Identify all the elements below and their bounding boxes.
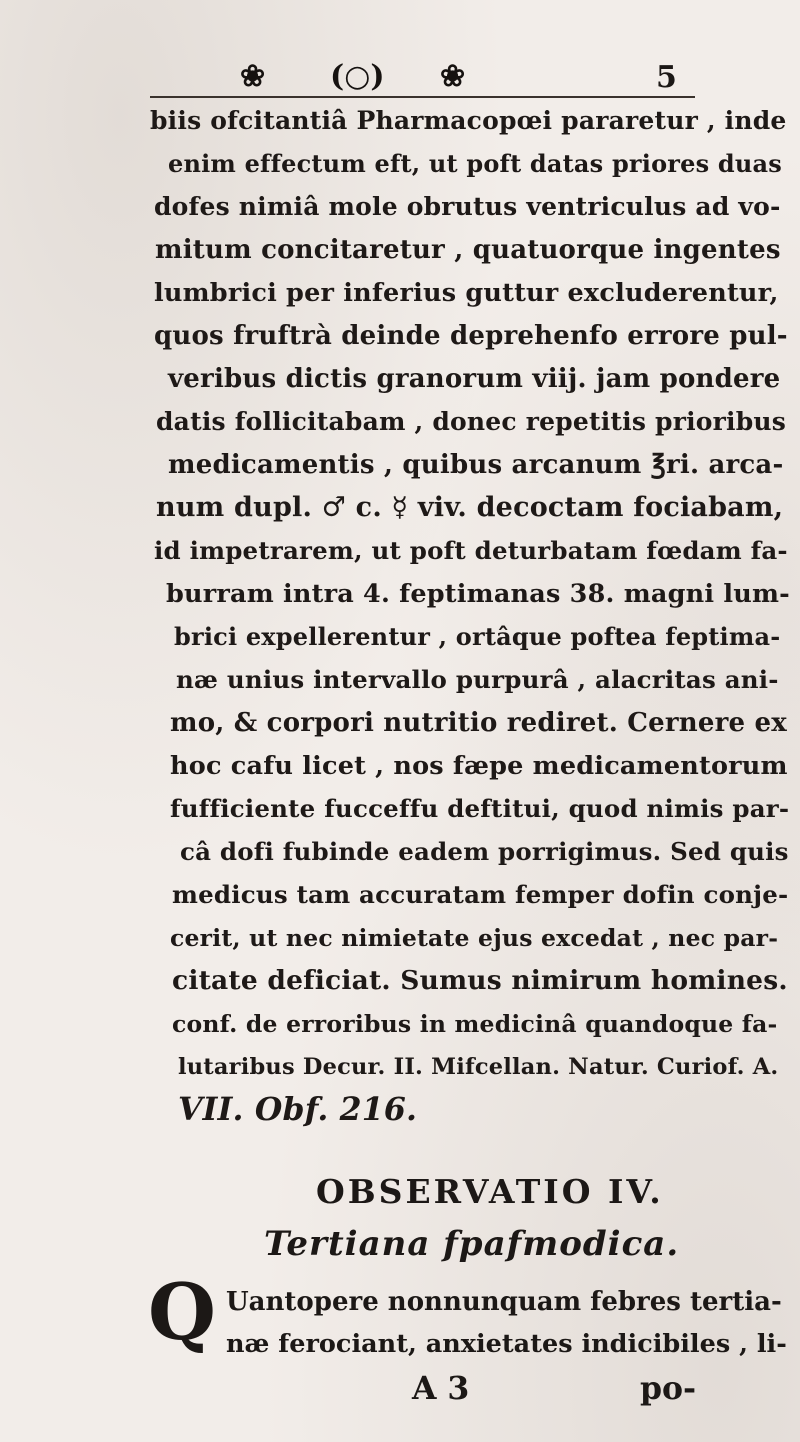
text-line: veribus dictis granorum viij. jam pondere	[168, 364, 781, 394]
text-line: brici expellerentur , ortâque poftea feptima-	[174, 622, 781, 651]
text-line: dofes nimiâ mole obrutus ventriculus ad vo-	[154, 192, 781, 221]
text-line: VII. Obf. 216.	[178, 1091, 418, 1128]
text-line: num dupl. ♂ c. ☿ viv. decoctam fociabam,	[156, 492, 784, 523]
text-line: citate deficiat. Sumus nimirum homines.	[172, 965, 788, 996]
text-line: cerit, ut nec nimietate ejus excedat , nec par-	[170, 924, 779, 952]
text-line: lumbrici per inferius guttur excluderentur,	[154, 278, 779, 308]
observation-title: OBSERVATIO IV.	[316, 1172, 664, 1211]
text-line: Uantopere nonnunquam febres tertia-	[226, 1287, 782, 1317]
text-line: medicamentis , quibus arcanum ℥ri. arca-	[168, 450, 784, 480]
text-line: burram intra 4. feptimanas 38. magni lum-	[166, 579, 790, 609]
text-line: medicus tam accuratam femper dofin conje-	[172, 880, 789, 909]
text-line: câ dofi fubinde eadem porrigimus. Sed quis	[180, 837, 789, 866]
page-header-ornament	[140, 52, 700, 96]
flower-ornament-left-icon: ❀	[240, 59, 266, 94]
text-line: næ unius intervallo purpurâ , alacritas ani-	[176, 665, 779, 694]
text-line: hoc cafu licet , nos fæpe medicamentorum	[170, 751, 788, 781]
text-line: biis ofcitantiâ Pharmacopœi pararetur , inde	[150, 106, 787, 135]
text-line: enim effectum eft, ut poft datas priores duas	[168, 149, 782, 178]
text-line: quos fruftrà deinde deprehenfo errore pul-	[154, 321, 788, 351]
text-line: næ ferociant, anxietates indicibiles , li-	[226, 1329, 787, 1359]
text-line: conf. de erroribus in medicinâ quandoque fa-	[172, 1010, 778, 1038]
flower-ornament-right-icon: ❀	[440, 59, 466, 94]
observation-subtitle: Tertiana fpafmodica.	[264, 1224, 680, 1264]
text-line: mitum concitaretur , quatuorque ingentes	[155, 235, 781, 265]
drop-capital: Q	[148, 1267, 216, 1358]
text-line: id impetrarem, ut poft deturbatam fœdam fa-	[154, 536, 788, 565]
header-rule	[150, 96, 695, 98]
catchword: po-	[640, 1370, 697, 1407]
page-number: 5	[656, 60, 677, 95]
signature-mark: A 3	[412, 1370, 470, 1407]
text-line: fufficiente fucceffu deftitui, quod nimis par-	[170, 794, 790, 823]
text-line: lutaribus Decur. II. Mifcellan. Natur. Curiof. A.	[178, 1054, 779, 1080]
text-line: datis follicitabam , donec repetitis prioribus	[156, 407, 787, 436]
center-ornament-icon: (○)	[330, 59, 385, 94]
text-line: mo, & corpori nutritio rediret. Cernere ex	[170, 708, 787, 738]
